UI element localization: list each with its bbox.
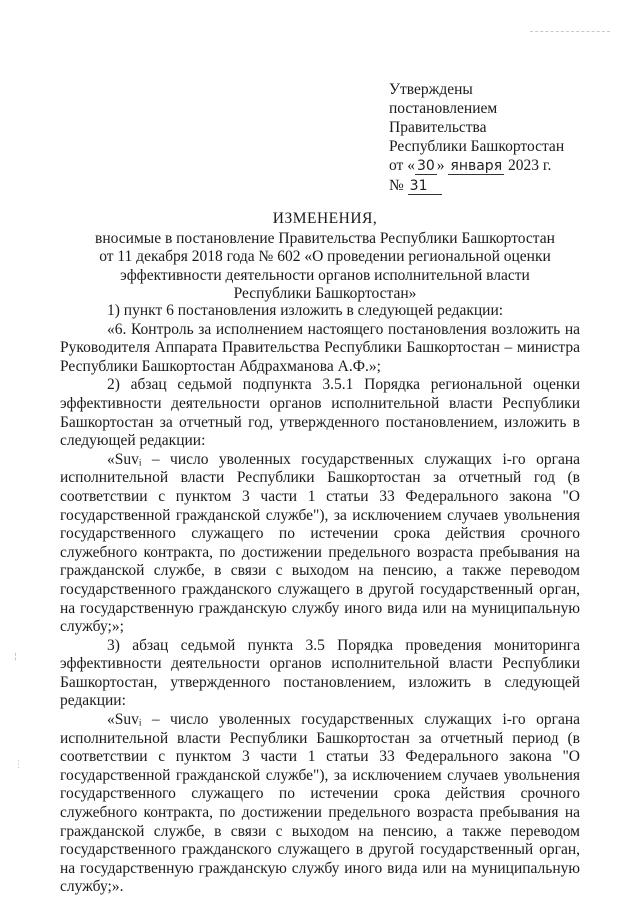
document-number: 31 bbox=[408, 178, 442, 195]
paragraph-quote-3: «Suvᵢ – число уволенных государственных служащих i-го органа исполнительной власти Республики Башкортостан за отчетный период (в соответствии с пунктом 3 части 1 статьи 33 Федерального закона "О государственной гражданской службе"), за исключением случаев увольнения государственного служащего по истечении срока действия срочного служебного контракта, по достижении предельного возраста пребывания на гражданской службе, в связи с выходом на пенсию, а также переводом государственного гражданского служащего в другой государственный орган, на государственную гражданскую службу иного вида или на муниципальную службу;». bbox=[60, 711, 580, 896]
paragraph-quote-2: «Suvᵢ – число уволенных государственных служащих i-го органа исполнительной власти Республики Башкортостан за отчетный год (в соответствии с пунктом 3 части 1 статьи 33 Федерального закона "О государственной гражданской службе"), за исключением случаев увольнения государственного служащего по истечении срока действия срочного служебного контракта, по достижении предельного возраста пребывания на гражданской службе, в связи с выходом на пенсию, а также переводом государственного гражданского служащего в другой государственный орган, на государственную гражданскую службу иного вида или на муниципальную службу;»; bbox=[60, 450, 580, 636]
date-mid: » bbox=[436, 157, 445, 174]
date-prefix: от « bbox=[389, 157, 415, 174]
approval-line: Правительства bbox=[389, 119, 487, 136]
date-month: января bbox=[450, 158, 503, 174]
title-line: от 11 декабря 2018 года № 602 «О проведении региональной оценки bbox=[99, 248, 551, 265]
scan-artifact-mark: ¦ bbox=[14, 652, 18, 662]
title-line: вносимые в постановление Правительства Республики Башкортостан bbox=[95, 229, 555, 247]
date-day: 30 bbox=[416, 158, 435, 174]
date-year: 2023 г. bbox=[508, 157, 552, 174]
paragraph-quote-1: «6. Контроль за исполнением настоящего постановления возложить на Руководителя Аппарата Правительства Республики Башкортостан – министра Республики Башкортостан Абдрахманова А.Ф.»; bbox=[60, 320, 580, 375]
approval-stamp-block bbox=[389, 80, 609, 196]
scan-artifact-mark: ⋮ bbox=[14, 760, 23, 770]
approval-line: Республики Башкортостан bbox=[389, 138, 565, 155]
document-body bbox=[60, 302, 580, 897]
approval-line: Утверждены bbox=[389, 81, 473, 98]
approval-number bbox=[389, 176, 609, 196]
title-heading: ИЗМЕНЕНИЯ, bbox=[272, 210, 378, 227]
approval-line: постановлением bbox=[389, 100, 498, 117]
paragraph-item-3: 3) абзац седьмой пункта 3.5 Порядка проведения мониторинга эффективности деятельности органов исполнительной власти Республики Башкортостан, утвержденного постановлением, изложить в следующей редакции: bbox=[60, 636, 580, 710]
approval-date bbox=[389, 156, 609, 176]
number-prefix: № bbox=[389, 177, 404, 194]
title-line: эффективности деятельности органов исполнительной власти bbox=[120, 266, 530, 284]
paragraph-item-2: 2) абзац седьмой подпункта 3.5.1 Порядка региональной оценки эффективности деятельности органов исполнительной власти Республики Башкортостан за отчетный год, утвержденного постановлением, изложить в следующей редакции: bbox=[60, 376, 580, 450]
scan-artifact-line bbox=[530, 31, 610, 32]
document-title bbox=[60, 210, 590, 304]
paragraph-item-1: 1) пункт 6 постановления изложить в следующей редакции: bbox=[107, 302, 504, 319]
title-line: Республики Башкортостан» bbox=[233, 285, 417, 302]
